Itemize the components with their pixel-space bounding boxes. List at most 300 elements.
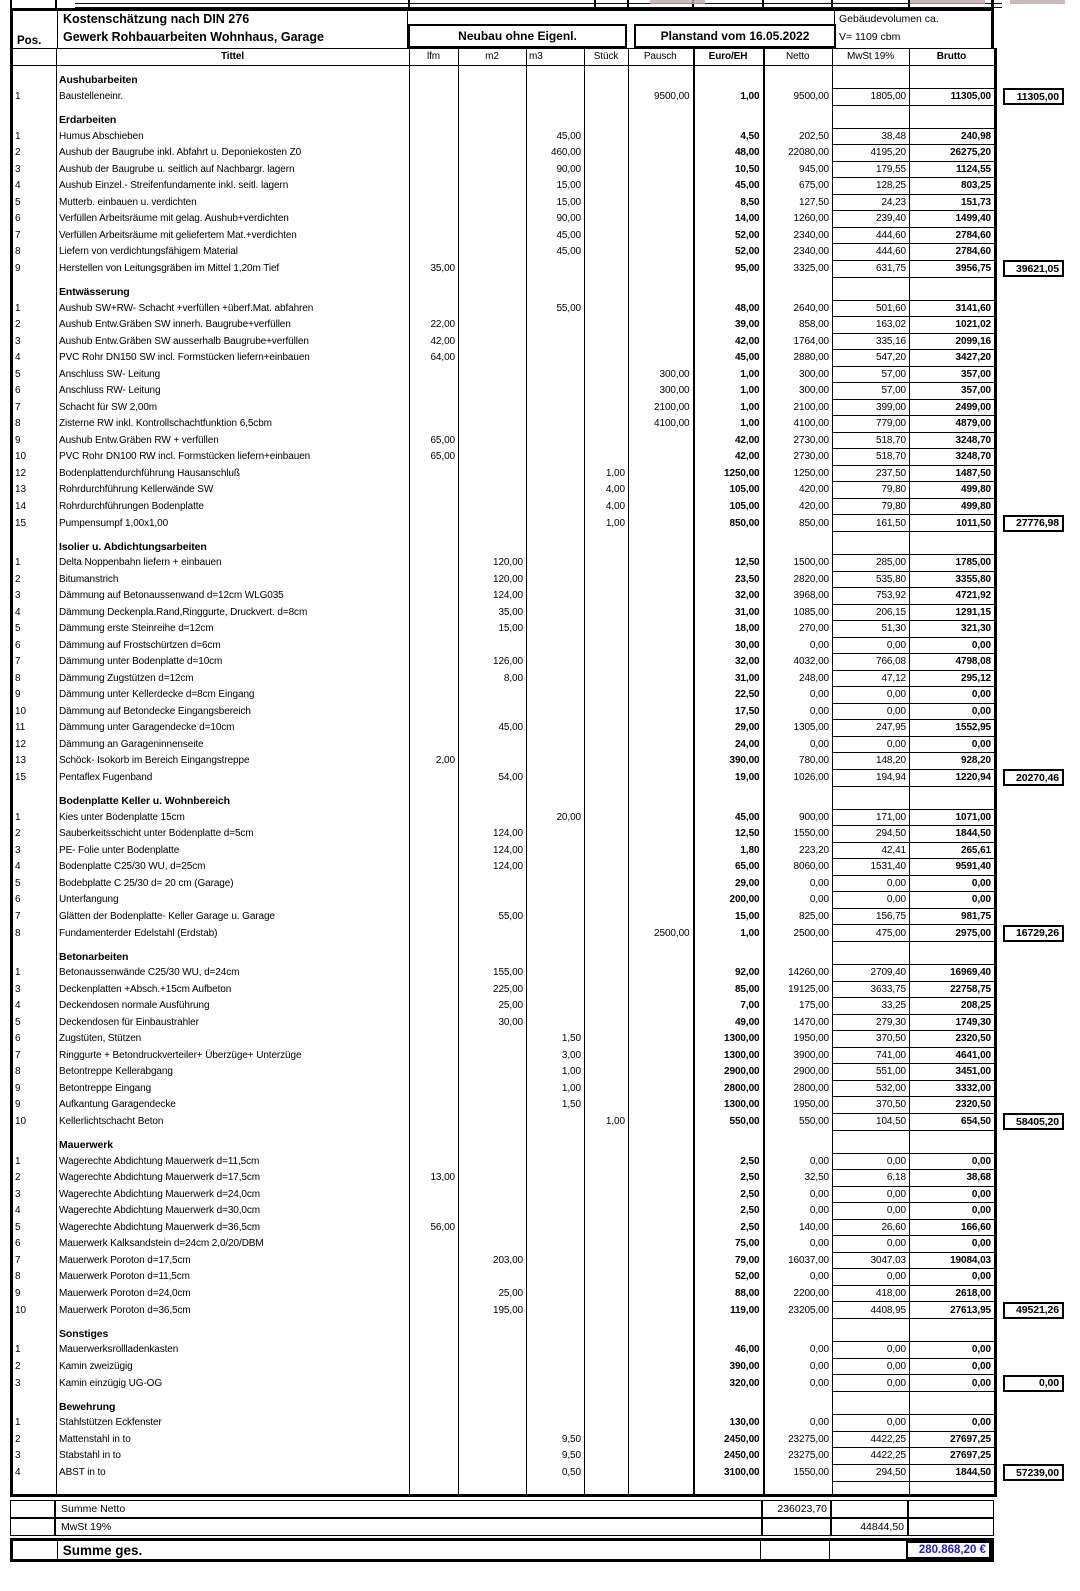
cell-stueck [585, 588, 629, 605]
cell-m2: 120,00 [459, 555, 527, 572]
cell-mwst: 239,40 [833, 211, 910, 228]
cell-m2: 15,00 [459, 621, 527, 638]
item-row [12, 1031, 1069, 1048]
cell-netto: 1085,00 [764, 604, 833, 621]
cell-euro_eh: 2,50 [694, 1186, 764, 1203]
cell-netto: 0,00 [764, 1186, 833, 1203]
cell-title: Dämmung auf Betonaussenwand d=12cm WLG035 [57, 588, 410, 605]
cell-title: Mauerwerksrollladenkasten [57, 1342, 410, 1359]
cell-subtotal [996, 416, 1069, 433]
cell-euro_eh: 45,00 [694, 178, 764, 195]
item-row [12, 859, 1069, 876]
cell-subtotal [996, 637, 1069, 654]
cell-subtotal [996, 532, 1069, 555]
item-row [12, 720, 1069, 737]
cell-netto: 16037,00 [764, 1252, 833, 1269]
cell-netto: 2200,00 [764, 1285, 833, 1302]
cell-euro_eh: 550,00 [694, 1113, 764, 1130]
cell-m3: 15,00 [527, 178, 585, 195]
cell-mwst: 2709,40 [833, 965, 910, 982]
item-row [12, 244, 1069, 261]
cell-euro_eh: 7,00 [694, 998, 764, 1015]
cell-lfm [410, 842, 459, 859]
cell-lfm [410, 194, 459, 211]
cell-pos: 9 [12, 687, 57, 704]
cell-brutto: 803,25 [910, 178, 996, 195]
cell-stueck [585, 908, 629, 925]
cell-lfm: 65,00 [410, 432, 459, 449]
cell-pausch: 9500,00 [629, 88, 694, 105]
cell-pausch [629, 1415, 694, 1432]
cell-mwst [833, 1481, 910, 1495]
cell-pos: 10 [12, 703, 57, 720]
cell-title: Anschluss SW- Leitung [57, 366, 410, 383]
cell-m3: 9,50 [527, 1448, 585, 1465]
cell-mwst [833, 1319, 910, 1342]
cell-mwst: 0,00 [833, 1358, 910, 1375]
cell-mwst: 163,02 [833, 317, 910, 334]
cell-euro_eh: 200,00 [694, 892, 764, 909]
cell-lfm [410, 1080, 459, 1097]
cell-m2 [459, 194, 527, 211]
cell-m3: 45,00 [527, 128, 585, 145]
cell-brutto: 1291,15 [910, 604, 996, 621]
cell-brutto: 1844,50 [910, 1464, 996, 1481]
cell-title: PVC Rohr DN100 RW incl. Formstücken liefern+einbauen [57, 449, 410, 466]
cell-lfm [410, 1113, 459, 1130]
cell-pausch [629, 65, 694, 88]
cell-mwst: 370,50 [833, 1097, 910, 1114]
cell-brutto: 2499,00 [910, 399, 996, 416]
cell-pausch [629, 1203, 694, 1220]
cell-m2 [459, 1415, 527, 1432]
cell-m2 [459, 449, 527, 466]
cell-m3 [527, 892, 585, 909]
cell-euro_eh: 48,00 [694, 145, 764, 162]
cell-pos: 9 [12, 1097, 57, 1114]
cell-euro_eh: 2,50 [694, 1153, 764, 1170]
cell-subtotal [996, 908, 1069, 925]
item-row [12, 1302, 1069, 1319]
item-row [12, 670, 1069, 687]
cell-title: Zugstüten, Stützen [57, 1031, 410, 1048]
cell-lfm [410, 1448, 459, 1465]
cell-euro_eh: 23,50 [694, 571, 764, 588]
cell-pausch [629, 300, 694, 317]
cell-title: Bodenplatte C25/30 WU, d=25cm [57, 859, 410, 876]
cell-pos: 1 [12, 300, 57, 317]
cell-m3 [527, 1203, 585, 1220]
cell-euro_eh: 105,00 [694, 482, 764, 499]
cell-euro_eh: 15,00 [694, 908, 764, 925]
cell-m2 [459, 260, 527, 277]
cell-pos: 5 [12, 1219, 57, 1236]
cell-stueck [585, 859, 629, 876]
cell-mwst: 753,92 [833, 588, 910, 605]
cell-stueck [585, 942, 629, 965]
cell-lfm [410, 161, 459, 178]
cell-m3 [527, 317, 585, 334]
cell-brutto: 1499,40 [910, 211, 996, 228]
cell-title: Mauerwerk Poroton d=11,5cm [57, 1269, 410, 1286]
cell-stueck [585, 1186, 629, 1203]
cell-stueck [585, 1464, 629, 1481]
cell-m3 [527, 908, 585, 925]
cell-mwst: 0,00 [833, 1375, 910, 1392]
cell-m2: 195,00 [459, 1302, 527, 1319]
cell-m2 [459, 753, 527, 770]
cell-m3 [527, 981, 585, 998]
item-row [12, 604, 1069, 621]
cell-brutto: 9591,40 [910, 859, 996, 876]
cell-brutto: 0,00 [910, 1236, 996, 1253]
cell-m3: 55,00 [527, 300, 585, 317]
cell-title: Bewehrung [57, 1392, 410, 1415]
cell-mwst: 171,00 [833, 809, 910, 826]
cell-lfm [410, 1130, 459, 1153]
cell-euro_eh: 29,00 [694, 720, 764, 737]
cell-subtotal [996, 1342, 1069, 1359]
cell-pos: 8 [12, 1269, 57, 1286]
cell-pos: 7 [12, 908, 57, 925]
cell-stueck [585, 532, 629, 555]
cell-subtotal [996, 555, 1069, 572]
cell-subtotal [996, 892, 1069, 909]
cell-pos: 2 [12, 1431, 57, 1448]
cell-mwst: 532,00 [833, 1080, 910, 1097]
cell-subtotal [996, 178, 1069, 195]
cell-stueck [585, 383, 629, 400]
cost-table [10, 48, 1070, 1497]
cell-euro_eh [694, 1392, 764, 1415]
cell-brutto: 0,00 [910, 1342, 996, 1359]
cell-m2 [459, 1170, 527, 1187]
cell-subtotal [996, 1047, 1069, 1064]
cell-euro_eh [694, 942, 764, 965]
cell-m3: 15,00 [527, 194, 585, 211]
cell-pausch [629, 1219, 694, 1236]
sum-total-value: 280.868,20 € [906, 1541, 992, 1559]
cell-brutto [910, 1392, 996, 1415]
cell-netto: 0,00 [764, 1153, 833, 1170]
cell-netto: 4032,00 [764, 654, 833, 671]
cell-m3 [527, 1302, 585, 1319]
cell-title: Glätten der Bodenplatte- Keller Garage u. Garage [57, 908, 410, 925]
cell-netto: 2340,00 [764, 244, 833, 261]
cell-subtotal [996, 1252, 1069, 1269]
cell-pausch: 300,00 [629, 383, 694, 400]
cell-stueck [585, 366, 629, 383]
cell-title: Wagerechte Abdichtung Mauerwerk d=17,5cm [57, 1170, 410, 1187]
cell-pausch [629, 555, 694, 572]
cell-subtotal [996, 1064, 1069, 1081]
cell-pos: 2 [12, 826, 57, 843]
item-row [12, 1431, 1069, 1448]
subtotal-box: 58405,20 [1003, 1113, 1064, 1130]
cell-m3 [527, 482, 585, 499]
cell-netto: 248,00 [764, 670, 833, 687]
cell-pausch [629, 892, 694, 909]
cell-m2 [459, 65, 527, 88]
cell-pausch [629, 515, 694, 532]
cell-stueck [585, 1064, 629, 1081]
cell-brutto: 1011,50 [910, 515, 996, 532]
item-row [12, 736, 1069, 753]
cell-m2: 55,00 [459, 908, 527, 925]
cell-netto: 2820,00 [764, 571, 833, 588]
cell-brutto: 2320,50 [910, 1031, 996, 1048]
cell-m2 [459, 211, 527, 228]
planstand-box: Planstand vom 16.05.2022 [634, 24, 836, 48]
cell-mwst: 444,60 [833, 244, 910, 261]
cell-netto: 675,00 [764, 178, 833, 195]
cell-subtotal [996, 753, 1069, 770]
cell-m3: 1,00 [527, 1064, 585, 1081]
cell-mwst: 0,00 [833, 875, 910, 892]
cell-stueck [585, 1203, 629, 1220]
cell-euro_eh: 1250,00 [694, 465, 764, 482]
cell-brutto: 3451,00 [910, 1064, 996, 1081]
cell-netto: 223,20 [764, 842, 833, 859]
cell-subtotal [996, 432, 1069, 449]
cell-m2: 120,00 [459, 571, 527, 588]
cell-brutto: 928,20 [910, 753, 996, 770]
col-header-euro-eh: Euro/EH [694, 49, 764, 66]
cell-lfm [410, 1415, 459, 1432]
title-block [58, 11, 408, 48]
cell-title: ABST in to [57, 1464, 410, 1481]
cell-m2 [459, 317, 527, 334]
cell-mwst [833, 1130, 910, 1153]
cell-euro_eh [694, 65, 764, 88]
cell-title: Aushub Einzel.- Streifenfundamente inkl. seitl. lagern [57, 178, 410, 195]
item-row [12, 498, 1069, 515]
cell-stueck [585, 670, 629, 687]
cell-subtotal [996, 670, 1069, 687]
cell-stueck [585, 1481, 629, 1495]
cell-brutto: 26275,20 [910, 145, 996, 162]
cell-stueck: 1,00 [585, 465, 629, 482]
cell-mwst: 161,50 [833, 515, 910, 532]
cell-m3 [527, 736, 585, 753]
cell-stueck [585, 875, 629, 892]
cell-stueck [585, 317, 629, 334]
cell-pos: 1 [12, 128, 57, 145]
cell-mwst: 370,50 [833, 1031, 910, 1048]
cell-title: Aushub Entw.Gräben SW innerh. Baugrube+verfüllen [57, 317, 410, 334]
cell-mwst: 1531,40 [833, 859, 910, 876]
cell-stueck [585, 1252, 629, 1269]
cell-netto: 1550,00 [764, 1464, 833, 1481]
sum-netto-label: Summe Netto [55, 1500, 762, 1518]
cell-title: Dämmung auf Frostschürtzen d=6cm [57, 637, 410, 654]
volume-block [834, 11, 997, 48]
cell-pausch [629, 1047, 694, 1064]
cell-euro_eh: 32,00 [694, 654, 764, 671]
cell-netto: 3900,00 [764, 1047, 833, 1064]
cell-lfm [410, 809, 459, 826]
cell-netto: 0,00 [764, 892, 833, 909]
page-title: Kostenschätzung nach DIN 276 [63, 12, 250, 26]
cell-mwst: 51,30 [833, 621, 910, 638]
cell-m2: 25,00 [459, 1285, 527, 1302]
cell-pos [12, 786, 57, 809]
cell-mwst: 294,50 [833, 826, 910, 843]
cell-lfm [410, 736, 459, 753]
cell-mwst: 0,00 [833, 1342, 910, 1359]
cell-mwst: 535,80 [833, 571, 910, 588]
cell-pausch [629, 1130, 694, 1153]
cell-mwst: 128,25 [833, 178, 910, 195]
cell-pos: 14 [12, 498, 57, 515]
cell-title: Aushub der Baugrube u. seitlich auf Nachbargr. lagern [57, 161, 410, 178]
cell-euro_eh: 390,00 [694, 1358, 764, 1375]
cell-mwst: 156,75 [833, 908, 910, 925]
cell-pos: 3 [12, 981, 57, 998]
item-row [12, 1481, 1069, 1495]
cell-subtotal [996, 227, 1069, 244]
cell-lfm [410, 1302, 459, 1319]
cell-m3 [527, 1375, 585, 1392]
cell-brutto: 22758,75 [910, 981, 996, 998]
cell-pos [12, 1319, 57, 1342]
cell-m3 [527, 942, 585, 965]
cell-euro_eh: 1,00 [694, 366, 764, 383]
item-row [12, 211, 1069, 228]
cell-m2 [459, 1203, 527, 1220]
cell-netto: 140,00 [764, 1219, 833, 1236]
cell-netto: 23205,00 [764, 1302, 833, 1319]
cell-netto: 2340,00 [764, 227, 833, 244]
cell-title: Dämmung auf Betondecke Eingangsbereich [57, 703, 410, 720]
cell-stueck: 1,00 [585, 1113, 629, 1130]
cell-euro_eh: 17,50 [694, 703, 764, 720]
cell-pausch: 2100,00 [629, 399, 694, 416]
cell-m3 [527, 532, 585, 555]
cell-pausch [629, 942, 694, 965]
cell-pausch [629, 670, 694, 687]
cell-stueck [585, 128, 629, 145]
cell-stueck: 1,00 [585, 515, 629, 532]
cell-stueck [585, 1392, 629, 1415]
cell-mwst: 766,08 [833, 654, 910, 671]
cell-lfm [410, 925, 459, 942]
cell-pos: 8 [12, 670, 57, 687]
cell-subtotal [996, 1097, 1069, 1114]
cell-m3 [527, 1319, 585, 1342]
cell-m2 [459, 161, 527, 178]
cell-subtotal [996, 981, 1069, 998]
cell-mwst [833, 277, 910, 300]
cell-pos: 6 [12, 637, 57, 654]
cell-lfm [410, 1186, 459, 1203]
cell-mwst: 47,12 [833, 670, 910, 687]
cell-stueck [585, 965, 629, 982]
cell-m2 [459, 925, 527, 942]
cell-m3 [527, 1130, 585, 1153]
cell-title: Bodenplatte Keller u. Wohnbereich [57, 786, 410, 809]
item-row [12, 1113, 1069, 1130]
cell-stueck [585, 194, 629, 211]
cell-euro_eh: 2900,00 [694, 1064, 764, 1081]
cell-title: Dämmung Deckenpla.Rand,Ringgurte, Druckvert. d=8cm [57, 604, 410, 621]
cell-m2 [459, 1113, 527, 1130]
cell-euro_eh: 1,00 [694, 399, 764, 416]
cell-m3 [527, 1285, 585, 1302]
cell-lfm [410, 383, 459, 400]
cell-brutto: 1220,94 [910, 769, 996, 786]
cell-euro_eh: 95,00 [694, 260, 764, 277]
cell-subtotal [996, 1219, 1069, 1236]
cell-m3 [527, 842, 585, 859]
cell-m3 [527, 432, 585, 449]
cell-subtotal [996, 465, 1069, 482]
cell-lfm [410, 621, 459, 638]
cell-m2 [459, 1080, 527, 1097]
cell-m3 [527, 1415, 585, 1432]
cell-pos: 4 [12, 178, 57, 195]
item-row [12, 194, 1069, 211]
cell-subtotal [996, 1014, 1069, 1031]
cell-m3 [527, 1236, 585, 1253]
cell-lfm: 42,00 [410, 333, 459, 350]
cell-pos: 7 [12, 1252, 57, 1269]
cell-netto: 0,00 [764, 703, 833, 720]
cell-lfm [410, 65, 459, 88]
cell-netto: 2500,00 [764, 925, 833, 942]
cell-brutto [910, 1319, 996, 1342]
cell-pausch [629, 1186, 694, 1203]
cell-netto: 3325,00 [764, 260, 833, 277]
cell-subtotal [996, 1236, 1069, 1253]
cell-stueck: 4,00 [585, 482, 629, 499]
cell-stueck: 4,00 [585, 498, 629, 515]
volume-label: Gebäudevolumen ca. [839, 13, 939, 25]
cell-euro_eh: 390,00 [694, 753, 764, 770]
item-row [12, 687, 1069, 704]
cell-pausch [629, 161, 694, 178]
cell-mwst: 24,23 [833, 194, 910, 211]
volume-value: V= 1109 cbm [839, 31, 901, 43]
cell-brutto: 0,00 [910, 703, 996, 720]
cell-m3: 460,00 [527, 145, 585, 162]
cell-m3: 1,50 [527, 1097, 585, 1114]
cell-pausch [629, 1464, 694, 1481]
cell-stueck [585, 1097, 629, 1114]
cell-netto: 0,00 [764, 1375, 833, 1392]
cell-netto: 550,00 [764, 1113, 833, 1130]
cell-title: Bodebplatte C 25/30 d= 20 cm (Garage) [57, 875, 410, 892]
cell-lfm: 56,00 [410, 1219, 459, 1236]
cell-euro_eh: 92,00 [694, 965, 764, 982]
cell-subtotal [996, 1415, 1069, 1432]
cell-title: Betontreppe Eingang [57, 1080, 410, 1097]
cell-title: Sonstiges [57, 1319, 410, 1342]
cell-pausch [629, 1342, 694, 1359]
cell-brutto [910, 277, 996, 300]
cell-brutto: 654,50 [910, 1113, 996, 1130]
cell-subtotal [996, 161, 1069, 178]
cell-stueck [585, 687, 629, 704]
cell-m3 [527, 769, 585, 786]
cell-netto: 850,00 [764, 515, 833, 532]
cell-mwst: 247,95 [833, 720, 910, 737]
cell-title: Betonarbeiten [57, 942, 410, 965]
cell-pos: 10 [12, 1113, 57, 1130]
cell-m2 [459, 875, 527, 892]
cell-lfm [410, 1375, 459, 1392]
cell-stueck [585, 654, 629, 671]
